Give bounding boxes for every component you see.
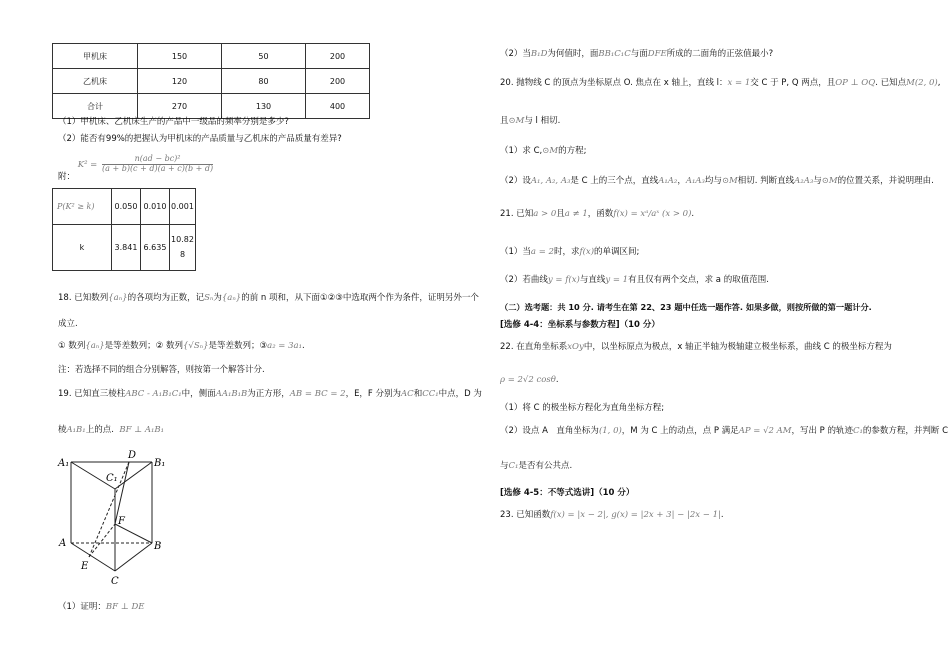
formula bbox=[58, 154, 215, 182]
label-e: E bbox=[81, 561, 89, 572]
q20-text: 的方程; bbox=[558, 146, 587, 156]
q23-text: 23. 已知函数 bbox=[500, 510, 551, 520]
q20-math: A₁, A₂, A₃ bbox=[530, 176, 571, 186]
q17-part1: （1）甲机床、乙机床生产的产品中一级品的频率分别是多少? bbox=[58, 117, 289, 127]
table-cell: 甲机床 bbox=[53, 44, 138, 69]
q19-part1 bbox=[58, 603, 144, 612]
q20-text: 是 C 上的三个点，直线 bbox=[570, 176, 659, 186]
q22-line1 bbox=[500, 343, 892, 352]
q20-math: M(2, 0) bbox=[906, 78, 938, 88]
q20-part2 bbox=[500, 177, 934, 186]
q19-math: DFE bbox=[647, 49, 667, 59]
q19-text: 19. 已知直三棱柱 bbox=[58, 389, 126, 399]
section-2-heading: （二）选考题：共 10 分. 请考生在第 22、23 题中任选一题作答. 如果多做，则按所做的第一题计分. bbox=[500, 302, 872, 312]
q20-text: 交 C 于 P, Q 两点，且 bbox=[750, 78, 836, 88]
q20-part1 bbox=[500, 147, 586, 156]
segment-ef-hidden bbox=[89, 524, 115, 557]
table-row bbox=[53, 94, 370, 119]
label-d: D bbox=[128, 450, 137, 461]
q22-part2-cont bbox=[500, 462, 572, 471]
q19-math: AA₁B₁B bbox=[215, 389, 248, 399]
table-cell: 合计 bbox=[53, 94, 138, 119]
q23-math: f(x) = |x − 2|, g(x) = |2x + 3| − |2x − 1| bbox=[550, 510, 721, 520]
table-cell: 130 bbox=[222, 94, 306, 119]
q18-text: 是等差数列；② 数列 bbox=[104, 341, 183, 351]
edge-c1b1 bbox=[115, 462, 152, 489]
q21-part2 bbox=[500, 276, 769, 285]
q22-text: . bbox=[555, 375, 559, 385]
q19-text: 中点，D 为 bbox=[438, 389, 482, 399]
q20-math: ⊙M bbox=[508, 116, 525, 126]
table-cell: k bbox=[53, 225, 112, 271]
q19-math: CC₁ bbox=[422, 389, 439, 399]
table-cell: 10.828 bbox=[170, 225, 196, 271]
formula-numerator: n(ad − bc)² bbox=[102, 155, 213, 165]
q20-text: 与 bbox=[813, 176, 822, 186]
q22-text: 22. 在直角坐标系 bbox=[500, 342, 568, 352]
q21-math: y = f(x) bbox=[547, 275, 580, 285]
q21-math: a > 0 bbox=[533, 209, 557, 219]
label-c: C bbox=[111, 576, 119, 587]
table-cell: 0.050 bbox=[112, 189, 141, 225]
q21-text: 时，求 bbox=[553, 247, 580, 257]
q19-text: 和 bbox=[413, 389, 423, 399]
q20-text: , bbox=[937, 78, 941, 88]
table-cell: 3.841 bbox=[112, 225, 141, 271]
q19-math: BF ⊥ A₁B₁ bbox=[119, 425, 165, 435]
q21-math: f(x) bbox=[579, 247, 595, 257]
q19-math: B₁D bbox=[530, 49, 548, 59]
q22-math: ρ = 2√2 cosθ bbox=[500, 375, 556, 385]
q21-text: . bbox=[691, 209, 695, 219]
table-cell: 270 bbox=[138, 94, 222, 119]
table-cell: 50 bbox=[222, 44, 306, 69]
q20-text: 均与 bbox=[704, 176, 722, 186]
formula-lhs: K² = bbox=[77, 159, 98, 170]
q17-part2: （2）能否有99%的把握认为甲机床的产品质量与乙机床的产品质量有差异? bbox=[58, 134, 342, 144]
q22-text: 与 bbox=[500, 461, 509, 471]
q19-text: （2）当 bbox=[500, 49, 531, 59]
q19-text: 与面 bbox=[630, 49, 648, 59]
q20-math: x = 1 bbox=[727, 78, 751, 88]
table-cell: P(K² ≥ k) bbox=[53, 189, 112, 225]
q22-line2 bbox=[500, 376, 559, 385]
q20-text: 与 l 相切. bbox=[524, 116, 561, 126]
q22-text: 中，以坐标原点为极点，x 轴正半轴为极轴建立极坐标系，曲线 C 的极坐标方程为 bbox=[583, 342, 892, 352]
table-cell: 400 bbox=[306, 94, 370, 119]
q22-text: （2）设点 A 直角坐标为 bbox=[500, 426, 599, 436]
q23-line1 bbox=[500, 511, 724, 520]
q21-math: a = 2 bbox=[530, 247, 554, 257]
q19-text: ，E，F 分别为 bbox=[345, 389, 402, 399]
q22-math: AP = √2 AM bbox=[738, 426, 792, 436]
q21-text: 且 bbox=[556, 209, 565, 219]
table-cell: 200 bbox=[306, 69, 370, 94]
q18-text: ① 数列 bbox=[58, 341, 86, 351]
q20-text: . 已知点 bbox=[875, 78, 907, 88]
q19-math: AC bbox=[401, 389, 414, 399]
q20-text: （1）求 C, bbox=[500, 146, 543, 156]
q22-part1: （1）将 C 的极坐标方程化为直角坐标方程; bbox=[500, 403, 665, 413]
table-cell: 0.001 bbox=[170, 189, 196, 225]
q23-text: . bbox=[720, 510, 724, 520]
q20-math: ⊙M bbox=[721, 176, 738, 186]
q21-text: （1）当 bbox=[500, 247, 531, 257]
formula-fraction bbox=[102, 155, 213, 174]
q18-text: 的前 n 项和，从下面①②③中选取两个作为条件，证明另外一个 bbox=[241, 293, 479, 303]
right-column bbox=[475, 0, 950, 672]
q19-math: BB₁C₁C bbox=[598, 49, 631, 59]
q19-text: 上的点. bbox=[85, 425, 114, 435]
q19-math: A₁B₁ bbox=[66, 425, 86, 435]
q18-math: {aₙ} bbox=[85, 341, 105, 351]
table-row bbox=[53, 189, 196, 225]
q18-math: a₂ = 3a₁ bbox=[267, 341, 303, 351]
q18-text: . bbox=[302, 341, 305, 351]
q19-part2 bbox=[500, 50, 773, 59]
q18-line3 bbox=[58, 342, 305, 351]
q18-text: 18. 已知数列 bbox=[58, 293, 109, 303]
critical-value-table bbox=[52, 188, 196, 271]
prism-figure bbox=[55, 448, 170, 588]
edge-cb bbox=[115, 543, 152, 571]
q19-line2 bbox=[58, 426, 164, 435]
q19-text: 棱 bbox=[58, 425, 67, 435]
q22-text: ，写出 P 的轨迹 bbox=[791, 426, 853, 436]
table-cell: 6.635 bbox=[141, 225, 170, 271]
label-a1: A₁ bbox=[58, 458, 70, 469]
q19-line1 bbox=[58, 390, 482, 399]
q18-line1 bbox=[58, 294, 479, 303]
q22-math: (1, 0) bbox=[598, 426, 622, 436]
q20-math: A₁A₂ bbox=[658, 176, 678, 186]
q21-text: 与直线 bbox=[579, 275, 606, 285]
q22-math: C₁ bbox=[508, 461, 519, 471]
q22-math: C₁ bbox=[853, 426, 863, 436]
q19-text: 为何值时，面 bbox=[547, 49, 599, 59]
q22-text: 是否有公共点. bbox=[518, 461, 573, 471]
table-row bbox=[53, 69, 370, 94]
q18-text: 的各项均为正数，记 bbox=[127, 293, 205, 303]
q21-math: y = 1 bbox=[605, 275, 629, 285]
q20-text: 且 bbox=[500, 116, 509, 126]
q20-math: A₁A₃ bbox=[685, 176, 705, 186]
q19-math: BF ⊥ DE bbox=[105, 602, 145, 612]
q21-line1 bbox=[500, 210, 694, 219]
q20-math: A₂A₃ bbox=[794, 176, 814, 186]
q20-line1 bbox=[500, 79, 940, 88]
q21-text: ，函数 bbox=[587, 209, 614, 219]
q21-part1 bbox=[500, 248, 639, 257]
q18-line2: 成立. bbox=[58, 319, 78, 329]
table-cell: 0.010 bbox=[141, 189, 170, 225]
q21-text: （2）若曲线 bbox=[500, 275, 548, 285]
q21-text: 有且仅有两个交点，求 a 的取值范围. bbox=[628, 275, 769, 285]
segment-df bbox=[115, 462, 129, 524]
q20-text: ， bbox=[677, 176, 686, 186]
q19-text: 中，侧面 bbox=[181, 389, 216, 399]
q21-math: a ≠ 1 bbox=[564, 209, 588, 219]
q20-text: 的位置关系，并说明理由. bbox=[837, 176, 934, 186]
q21-math: f(x) = xᵃ/aˣ (x > 0) bbox=[613, 209, 692, 219]
label-a: A bbox=[59, 538, 67, 549]
q20-text: 20. 抛物线 C 的顶点为坐标原点 O. 焦点在 x 轴上，直线 l： bbox=[500, 78, 728, 88]
q18-math: {aₙ} bbox=[221, 293, 242, 303]
q19-text: 为正方形， bbox=[247, 389, 290, 399]
q19-math: AB = BC = 2 bbox=[289, 389, 346, 399]
table-cell: 乙机床 bbox=[53, 69, 138, 94]
q22-text: 的参数方程，并判断 C bbox=[862, 426, 949, 436]
label-b: B bbox=[154, 541, 162, 552]
q22-math: xOy bbox=[567, 342, 584, 352]
q20-text: 相切. 判断直线 bbox=[737, 176, 795, 186]
table-row bbox=[53, 225, 196, 271]
q18-math: {aₙ} bbox=[108, 293, 128, 303]
q21-text: 21. 已知 bbox=[500, 209, 534, 219]
label-f: F bbox=[118, 516, 125, 527]
table-row bbox=[53, 44, 370, 69]
q22-part2 bbox=[500, 427, 948, 436]
q19-text: （1）证明： bbox=[58, 602, 106, 612]
table-cell: 150 bbox=[138, 44, 222, 69]
q18-math: Sₙ bbox=[204, 293, 214, 303]
q20-math: ⊙M bbox=[821, 176, 838, 186]
formula-denominator: (a + b)(c + d)(a + c)(b + d) bbox=[102, 163, 214, 173]
q21-text: 的单调区间; bbox=[594, 247, 640, 257]
table-cell: 200 bbox=[306, 44, 370, 69]
q18-math: {√Sₙ} bbox=[183, 341, 209, 351]
label-b1: B₁ bbox=[154, 458, 166, 469]
q18-text: 为 bbox=[213, 293, 222, 303]
section-4-4-heading: [选修 4-4：坐标系与参数方程]（10 分） bbox=[500, 320, 660, 330]
frequency-table bbox=[52, 43, 370, 119]
section-4-5-heading: [选修 4-5：不等式选讲]（10 分） bbox=[500, 488, 635, 498]
q20-line2 bbox=[500, 117, 560, 126]
q20-math: OP ⊥ OQ bbox=[835, 78, 876, 88]
q18-note: 注：若选择不同的组合分别解答，则按第一个解答计分. bbox=[58, 365, 265, 375]
q22-text: ，M 为 C 上的动点，点 P 满足 bbox=[621, 426, 739, 436]
q18-text: 是等差数列；③ bbox=[208, 341, 268, 351]
formula-label: 附： bbox=[58, 171, 76, 182]
q19-math: ABC - A₁B₁C₁ bbox=[125, 389, 182, 399]
label-c1: C₁ bbox=[106, 473, 118, 484]
q19-text: 所成的二面角的正弦值最小? bbox=[666, 49, 774, 59]
table-cell: 120 bbox=[138, 69, 222, 94]
q20-math: ⊙M bbox=[542, 146, 559, 156]
q20-text: （2）设 bbox=[500, 176, 531, 186]
table-cell: 80 bbox=[222, 69, 306, 94]
